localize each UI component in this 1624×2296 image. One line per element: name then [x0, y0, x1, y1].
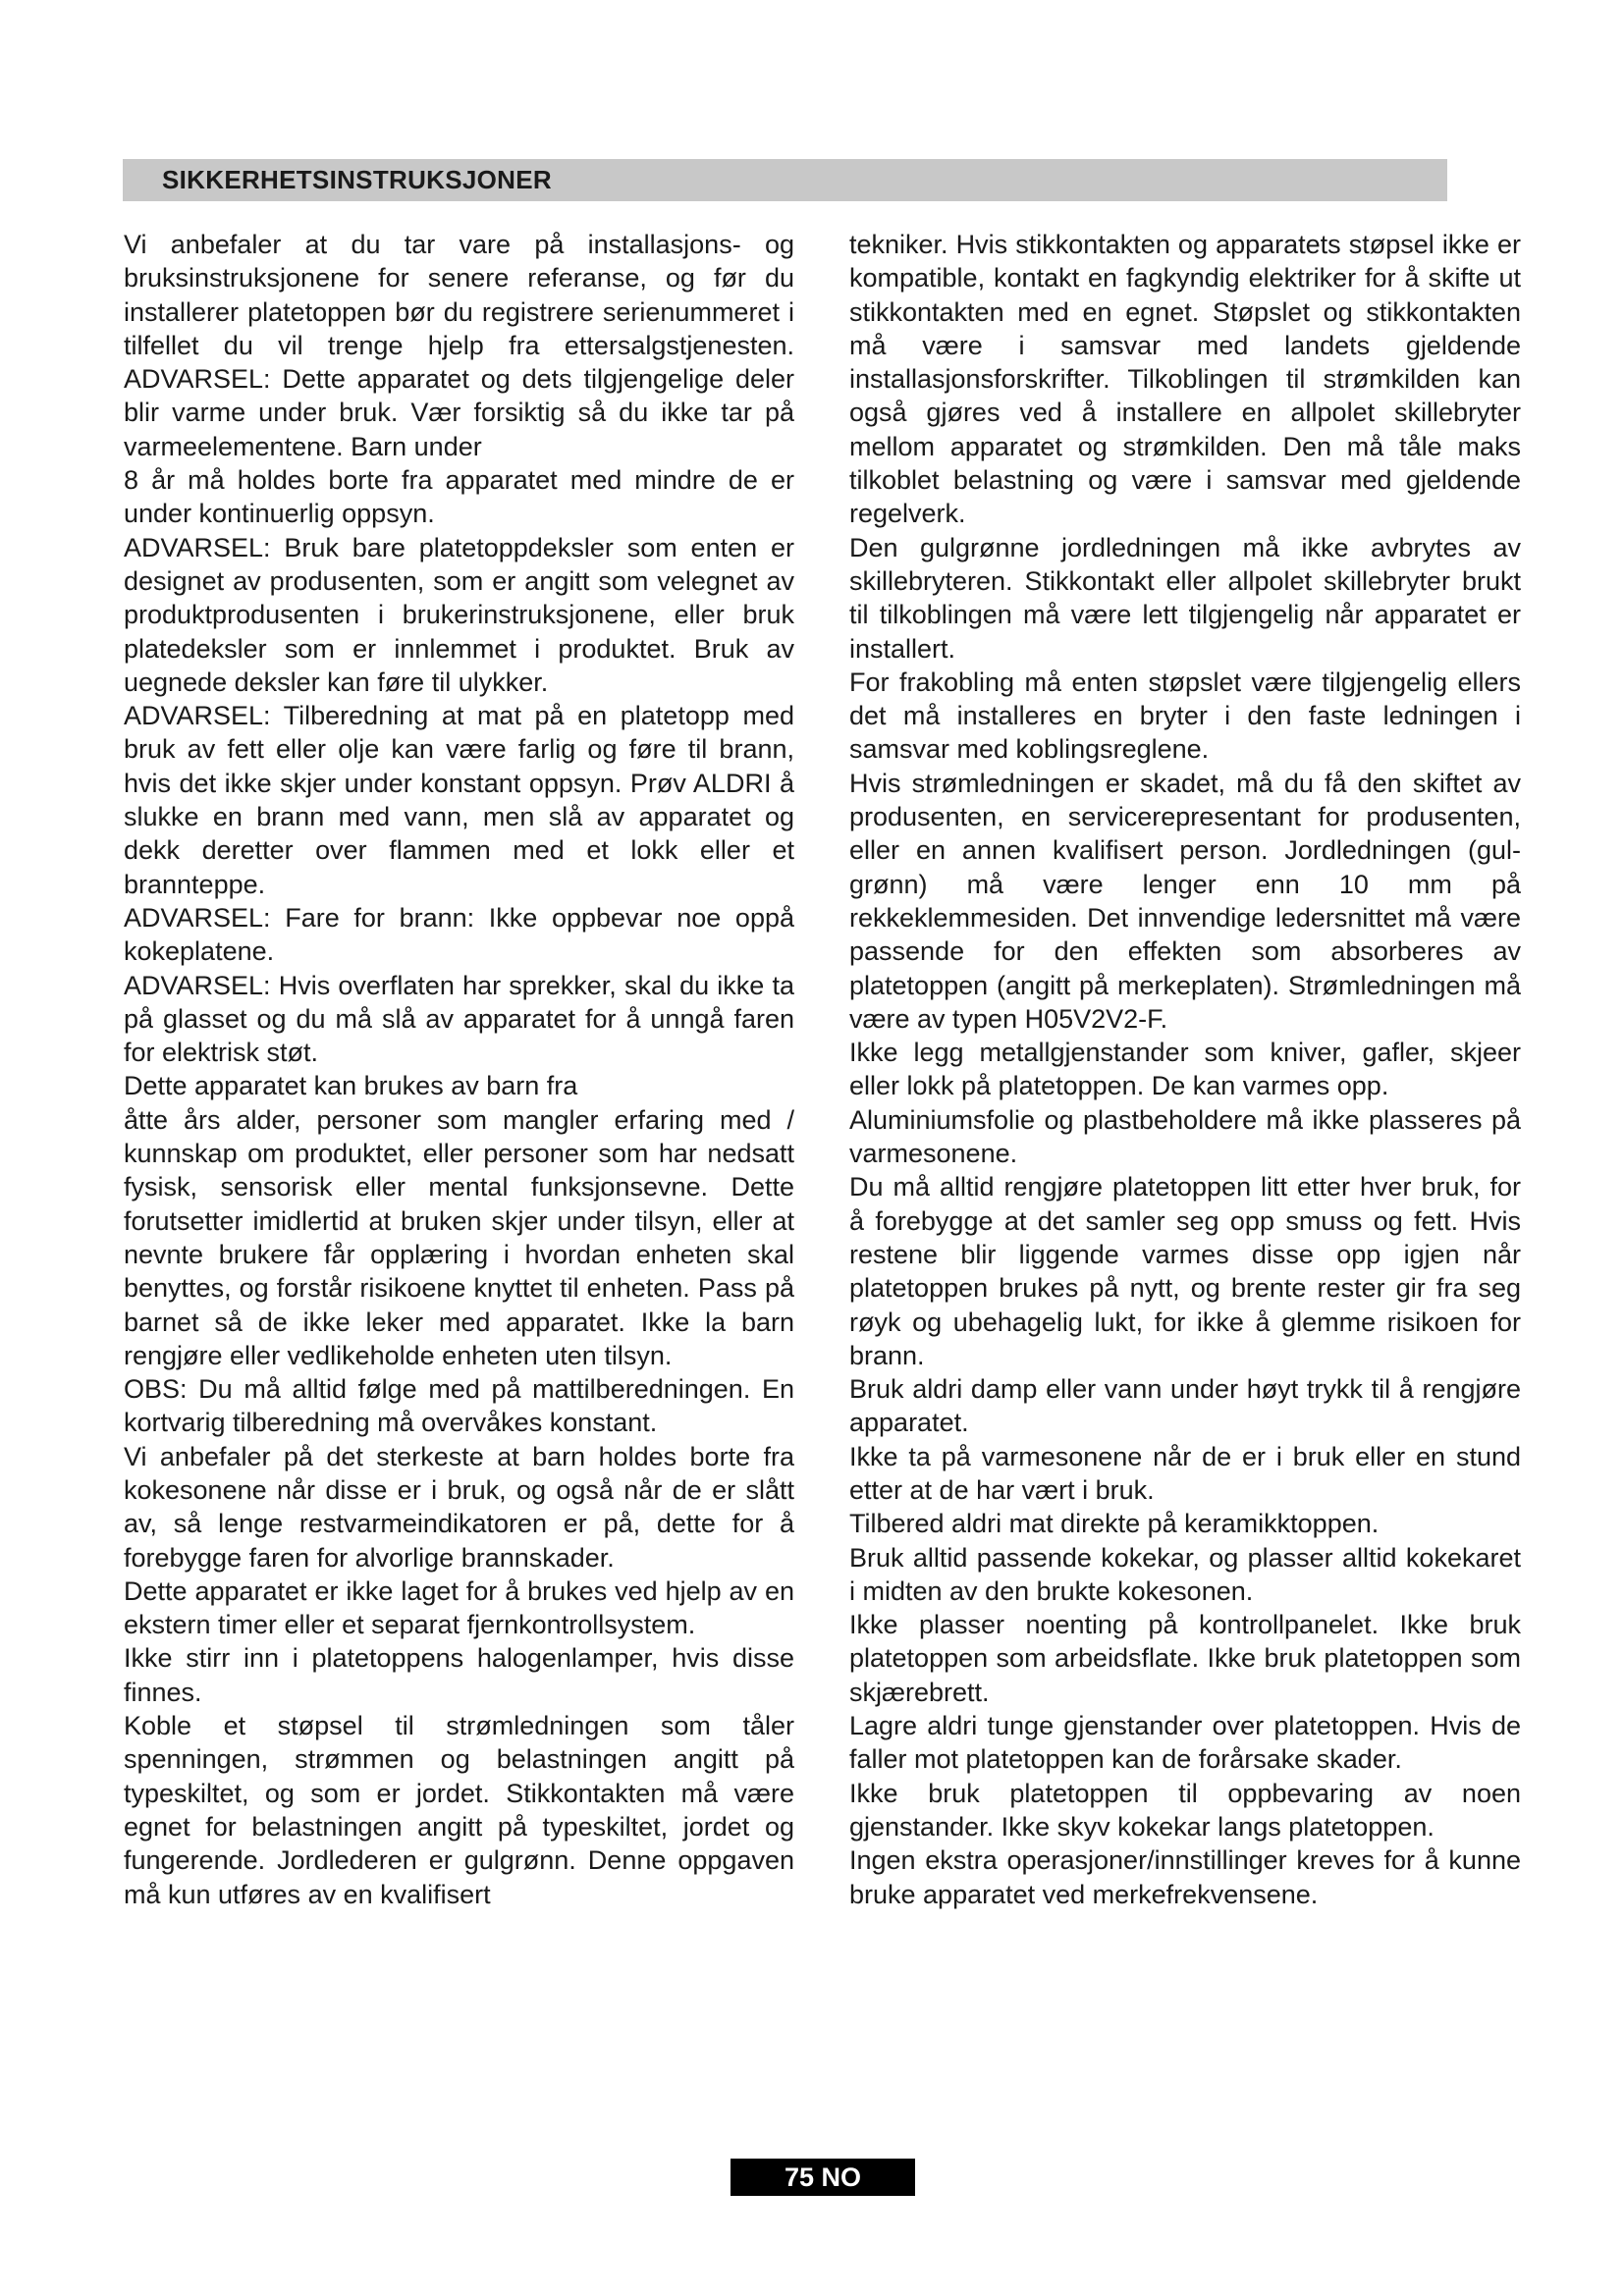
paragraph: Hvis strømledningen er skadet, må du få den skiftet av produsenten, en servicerepresentant for produsenten, eller en annen kvalifisert person. Jordledningen (gul-grønn) må være lenger enn 10 mm på rekkeklemmesiden. Det innvendige ledersnittet må være passende for den effekten som absorberes av platetoppen (angitt på merkeplaten). Strømledningen må være av typen H05V2V2-F.: [849, 768, 1521, 1034]
paragraph: ADVARSEL: Tilberedning at mat på en platetopp med bruk av fett eller olje kan være farlig og føre til brann, hvis det ikke skjer under konstant oppsyn. Prøv ALDRI å slukke en brann med vann, men slå av apparatet og dekk deretter over flammen med et lokk eller et brannteppe.: [124, 701, 794, 899]
paragraph: ADVARSEL: Hvis overflaten har sprekker, skal du ikke ta på glasset og du må slå av apparatet for å unngå faren for elektrisk støt.: [124, 970, 794, 1068]
section-header-bar: [123, 159, 1447, 201]
paragraph: Den gulgrønne jordledningen må ikke avbrytes av skillebryteren. Stikkontakt eller allpolet skillebryter brukt til tilkoblingen må være lett tilgjengelig når apparatet er installert.: [849, 532, 1521, 664]
paragraph: tekniker. Hvis stikkontakten og apparatets støpsel ikke er kompatible, kontakt en fagkyndig elektriker for å skifte ut stikkontakten med en egnet. Støpslet og stikkontakten må være i samsvar med landets gjeldende installasjonsforskrifter. Tilkoblingen til strømkilden kan også gjøres ved å installere en allpolet skillebryter mellom apparatet og strømkilden. Den må tåle maks tilkoblet belastning og være i samsvar med gjeldende regelverk.: [849, 230, 1521, 529]
paragraph: Dette apparatet er ikke laget for å brukes ved hjelp av en ekstern timer eller et separat fjernkontrollsystem.: [124, 1575, 794, 1640]
right-column: [849, 228, 1521, 1911]
paragraph: Bruk aldri damp eller vann under høyt trykk til å rengjøre apparatet.: [849, 1374, 1521, 1438]
paragraph: For frakobling må enten støpslet være tilgjengelig ellers det må installeres en bryter i den faste ledningen i samsvar med koblingsreglene.: [849, 667, 1521, 765]
paragraph: Ingen ekstra operasjoner/innstillinger kreves for å kunne bruke apparatet ved merkefrekvensene.: [849, 1845, 1521, 1909]
paragraph: Dette apparatet kan brukes av barn fra: [124, 1071, 578, 1101]
paragraph: Ikke plasser noenting på kontrollpanelet. Ikke bruk platetoppen som arbeidsflate. Ikke bruk platetoppen som skjærebrett.: [849, 1610, 1521, 1707]
paragraph: Ikke bruk platetoppen til oppbevaring av noen gjenstander. Ikke skyv kokekar langs platetoppen.: [849, 1778, 1521, 1842]
paragraph: Tilbered aldri mat direkte på keramikktoppen.: [849, 1509, 1380, 1539]
paragraph: Ikke ta på varmesonene når de er i bruk eller en stund etter at de har vært i bruk.: [849, 1441, 1521, 1505]
paragraph: åtte års alder, personer som mangler erfaring med / kunnskap om produktet, eller personer som har nedsatt fysisk, sensorisk eller mental funksjonsevne. Dette forutsetter imidlertid at bruken skjer under tilsyn, eller at nevnte brukere får opplæring i hvordan enheten skal benyttes, og forstår risikoene knyttet til enheten. Pass på barnet så de ikke leker med apparatet. Ikke la barn rengjøre eller vedlikeholde enheten uten tilsyn.: [124, 1104, 794, 1370]
paragraph: Vi anbefaler at du tar vare på installasjons- og bruksinstruksjonene for senere referanse, og før du installerer platetoppen bør du registrere serienummeret i tilfellet du vil trenge hjelp fra ettersalgstjenesten. ADVARSEL: Dette apparatet og dets tilgjengelige deler blir varme under bruk. Vær forsiktig så du ikke tar på varmeelementene. Barn under: [124, 230, 794, 461]
page-number-badge: 75 NO: [731, 2159, 915, 2196]
paragraph: OBS: Du må alltid følge med på mattilberedningen. En kortvarig tilberedning må overvåkes konstant.: [124, 1374, 794, 1438]
section-title: SIKKERHETSINSTRUKSJONER: [162, 165, 552, 194]
paragraph: Aluminiumsfolie og plastbeholdere må ikke plasseres på varmesonene.: [849, 1104, 1521, 1169]
paragraph: Ikke stirr inn i platetoppens halogenlamper, hvis disse finnes.: [124, 1643, 794, 1707]
left-column: [124, 228, 794, 1911]
paragraph: Lagre aldri tunge gjenstander over platetoppen. Hvis de faller mot platetoppen kan de forårsake skader.: [849, 1711, 1521, 1775]
paragraph: Bruk alltid passende kokekar, og plasser alltid kokekaret i midten av den brukte kokesonen.: [849, 1542, 1521, 1606]
paragraph: Vi anbefaler på det sterkeste at barn holdes borte fra kokesonene når disse er i bruk, og også når de er slått av, så lenge restvarmeindikatoren er på, dette for å forebygge faren for alvorlige brannskader.: [124, 1441, 794, 1573]
paragraph: Du må alltid rengjøre platetoppen litt etter hver bruk, for å forebygge at det samler seg opp smuss og fett. Hvis restene blir liggende varmes disse opp igjen når platetoppen brukes på nytt, og brente rester gir fra seg røyk og ubehagelig lukt, for ikke å glemme risikoen for brann.: [849, 1172, 1521, 1370]
paragraph: Koble et støpsel til strømledningen som tåler spenningen, strømmen og belastningen angitt på typeskiltet, og som er jordet. Stikkontakten må være egnet for belastningen angitt på typeskiltet, jordet og fungerende. Jordlederen er gulgrønn. Denne oppgaven må kun utføres av en kvalifisert: [124, 1711, 794, 1909]
paragraph: 8 år må holdes borte fra apparatet med mindre de er under kontinuerlig oppsyn.: [124, 465, 794, 529]
paragraph: Ikke legg metallgjenstander som kniver, gafler, skjeer eller lokk på platetoppen. De kan varmes opp.: [849, 1038, 1521, 1101]
paragraph: ADVARSEL: Bruk bare platetoppdeksler som enten er designet av produsenten, som er angitt som velegnet av produktprodusenten i brukerinstruksjonene, eller bruk platedeksler som er innlemmet i produktet. Bruk av uegnede deksler kan føre til ulykker.: [124, 532, 794, 697]
paragraph: ADVARSEL: Fare for brann: Ikke oppbevar noe oppå kokeplatene.: [124, 902, 794, 967]
